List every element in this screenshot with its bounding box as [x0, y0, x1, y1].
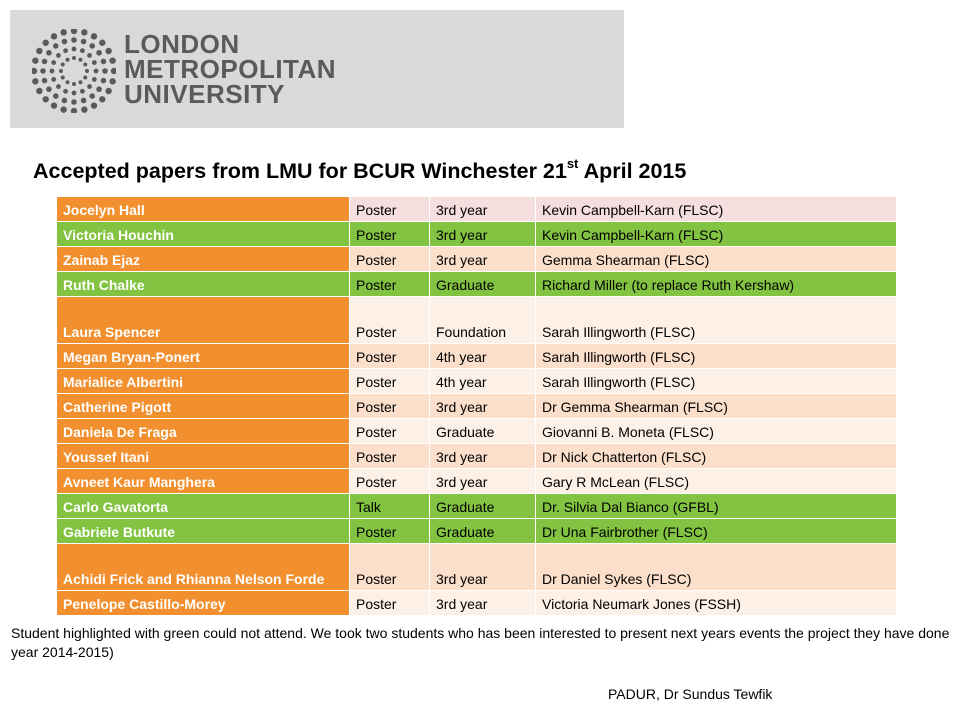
cell-supervisor: Sarah Illingworth (FLSC)	[536, 297, 897, 344]
cell-type: Poster	[350, 544, 430, 591]
cell-name: Zainab Ejaz	[57, 247, 350, 272]
table-row	[57, 544, 897, 591]
cell-year: 3rd year	[430, 444, 536, 469]
cell-type: Talk	[350, 494, 430, 519]
table-row	[57, 247, 897, 272]
wordmark-line-2: METROPOLITAN	[124, 54, 337, 84]
cell-supervisor: Dr Daniel Sykes (FLSC)	[536, 544, 897, 591]
cell-year: 3rd year	[430, 247, 536, 272]
cell-supervisor: Sarah Illingworth (FLSC)	[536, 369, 897, 394]
cell-year: Foundation	[430, 297, 536, 344]
cell-year: Graduate	[430, 419, 536, 444]
cell-type: Poster	[350, 444, 430, 469]
cell-supervisor: Victoria Neumark Jones (FSSH)	[536, 591, 897, 616]
wordmark-line-1: LONDON	[124, 29, 240, 59]
table-row	[57, 469, 897, 494]
table-row	[57, 222, 897, 247]
cell-year: Graduate	[430, 494, 536, 519]
cell-supervisor: Dr. Silvia Dal Bianco (GFBL)	[536, 494, 897, 519]
cell-year: 3rd year	[430, 469, 536, 494]
accepted-papers-table	[56, 196, 897, 616]
university-wordmark	[124, 29, 337, 109]
cell-year: 4th year	[430, 344, 536, 369]
cell-type: Poster	[350, 222, 430, 247]
table-row	[57, 519, 897, 544]
cell-type: Poster	[350, 419, 430, 444]
cell-year: 3rd year	[430, 197, 536, 222]
cell-name: Megan Bryan-Ponert	[57, 344, 350, 369]
table-row	[57, 272, 897, 297]
cell-supervisor: Gary R McLean (FLSC)	[536, 469, 897, 494]
table-row	[57, 297, 897, 344]
cell-supervisor: Dr Gemma Shearman (FLSC)	[536, 394, 897, 419]
cell-type: Poster	[350, 272, 430, 297]
cell-type: Poster	[350, 344, 430, 369]
cell-year: 3rd year	[430, 222, 536, 247]
logo-panel	[10, 10, 624, 128]
cell-name: Jocelyn Hall	[57, 197, 350, 222]
table-row	[57, 394, 897, 419]
cell-supervisor: Dr Una Fairbrother (FLSC)	[536, 519, 897, 544]
table-row	[57, 494, 897, 519]
cell-supervisor: Giovanni B. Moneta (FLSC)	[536, 419, 897, 444]
footnote: Student highlighted with green could not attend. We took two students who has been interested to present next years events the project they have done year 2014-2015)	[11, 625, 950, 660]
cell-supervisor: Gemma Shearman (FLSC)	[536, 247, 897, 272]
cell-name: Laura Spencer	[57, 297, 350, 344]
cell-supervisor: Kevin Campbell-Karn (FLSC)	[536, 197, 897, 222]
cell-year: 4th year	[430, 369, 536, 394]
cell-type: Poster	[350, 197, 430, 222]
cell-type: Poster	[350, 369, 430, 394]
title-superscript: st	[566, 156, 579, 171]
cell-name: Carlo Gavatorta	[57, 494, 350, 519]
table-row	[57, 369, 897, 394]
cell-name: Youssef Itani	[57, 444, 350, 469]
cell-supervisor: Kevin Campbell-Karn (FLSC)	[536, 222, 897, 247]
cell-name: Achidi Frick and Rhianna Nelson Forde	[57, 544, 350, 591]
cell-name: Penelope Castillo-Morey	[57, 591, 350, 616]
title-main: Accepted papers from LMU for BCUR Winchester 21	[33, 159, 567, 184]
table-row	[57, 444, 897, 469]
university-logo-icon	[32, 29, 116, 113]
cell-year: 3rd year	[430, 394, 536, 419]
title-rest: April 2015	[578, 159, 687, 184]
slide-title	[33, 158, 686, 184]
cell-type: Poster	[350, 591, 430, 616]
cell-name: Victoria Houchin	[57, 222, 350, 247]
cell-supervisor: Dr Nick Chatterton (FLSC)	[536, 444, 897, 469]
cell-type: Poster	[350, 394, 430, 419]
cell-name: Gabriele Butkute	[57, 519, 350, 544]
table-row	[57, 591, 897, 616]
cell-year: Graduate	[430, 272, 536, 297]
cell-name: Ruth Chalke	[57, 272, 350, 297]
cell-year: 3rd year	[430, 591, 536, 616]
cell-year: Graduate	[430, 519, 536, 544]
cell-supervisor: Sarah Illingworth (FLSC)	[536, 344, 897, 369]
table-row	[57, 344, 897, 369]
cell-type: Poster	[350, 469, 430, 494]
cell-name: Marialice Albertini	[57, 369, 350, 394]
cell-type: Poster	[350, 297, 430, 344]
cell-type: Poster	[350, 247, 430, 272]
wordmark-line-3: UNIVERSITY	[124, 79, 286, 109]
cell-supervisor: Richard Miller (to replace Ruth Kershaw)	[536, 272, 897, 297]
signature: PADUR, Dr Sundus Tewfik	[608, 686, 773, 702]
table-row	[57, 419, 897, 444]
cell-year: 3rd year	[430, 544, 536, 591]
cell-name: Daniela De Fraga	[57, 419, 350, 444]
table-body	[57, 197, 897, 616]
cell-name: Catherine Pigott	[57, 394, 350, 419]
cell-name: Avneet Kaur Manghera	[57, 469, 350, 494]
cell-type: Poster	[350, 519, 430, 544]
table-row	[57, 197, 897, 222]
